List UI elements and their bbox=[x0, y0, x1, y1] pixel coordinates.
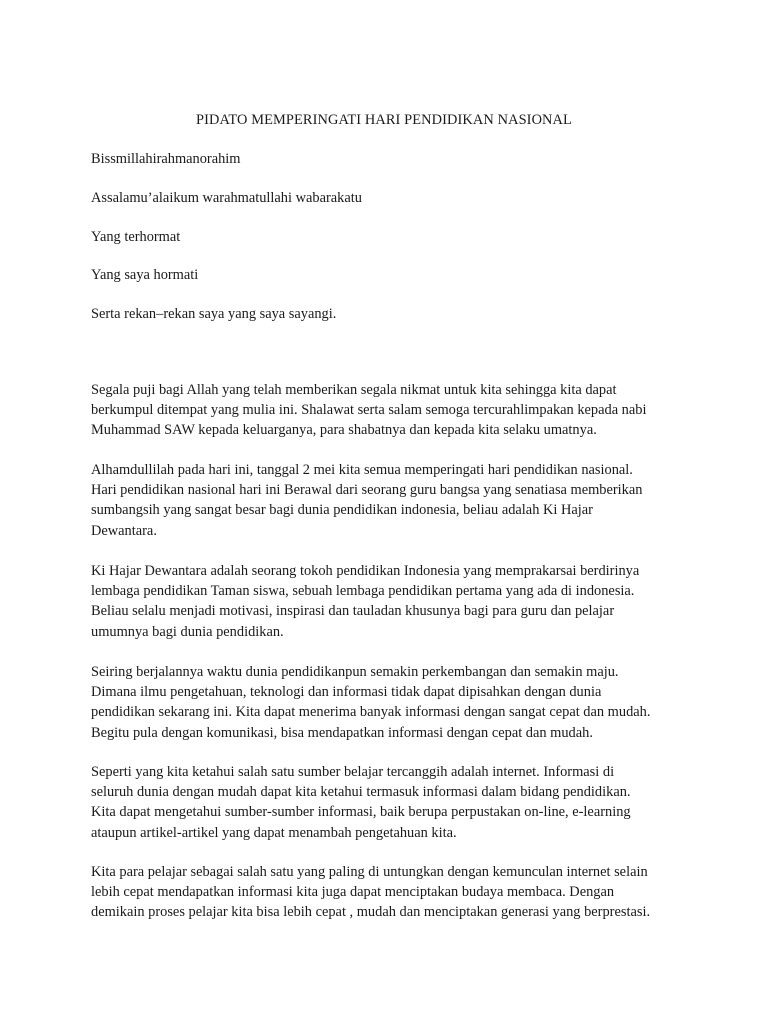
paragraph-line: Muhammad SAW kepada keluarganya, para shabatnya dan kepada kita selaku umatnya. bbox=[91, 422, 597, 439]
opening-line-hormati: Yang saya hormati bbox=[91, 267, 199, 283]
paragraph-line: Begitu pula dengan komunikasi, bisa mendapatkan informasi dengan cepat dan mudah. bbox=[91, 724, 593, 741]
opening-line-terhormat: Yang terhormat bbox=[91, 229, 181, 245]
paragraph-line: Kita para pelajar sebagai salah satu yang paling di untungkan dengan kemunculan internet selain bbox=[91, 864, 648, 880]
paragraph-4 bbox=[91, 662, 691, 743]
paragraph-line: sumbangsih yang sangat besar bagi dunia pendidikan indonesia, beliau adalah Ki Hajar bbox=[91, 502, 593, 519]
paragraph-line: umumnya bagi dunia pendidikan. bbox=[91, 623, 284, 640]
opening-line-basmalah: Bissmillahirahmanorahim bbox=[91, 151, 241, 167]
paragraph-line: lembaga pendidikan Taman siswa, sebuah lembaga pendidikan pertama yang ada di indonesia. bbox=[91, 583, 635, 600]
paragraph-line: seluruh dunia dengan mudah dapat kita ketahui termasuk informasi dalam bidang pendidikan. bbox=[91, 784, 631, 801]
paragraph-line: Seperti yang kita ketahui salah satu sumber belajar tercanggih adalah internet. Informasi di bbox=[91, 764, 615, 780]
paragraph-2 bbox=[91, 460, 691, 541]
paragraph-line: Dimana ilmu pengetahuan, teknologi dan informasi tidak dapat dipisahkan dengan dunia bbox=[91, 684, 602, 701]
opening-line-rekan: Serta rekan–rekan saya yang saya sayangi. bbox=[91, 306, 337, 322]
document-title: PIDATO MEMPERINGATI HARI PENDIDIKAN NASIONAL bbox=[196, 112, 572, 128]
paragraph-line: demikain proses pelajar kita bisa lebih cepat , mudah dan menciptakan generasi yang berprestasi. bbox=[91, 904, 651, 921]
paragraph-6 bbox=[91, 862, 691, 923]
paragraph-line: lebih cepat mendapatkan informasi kita juga dapat menciptakan budaya membaca. Dengan bbox=[91, 884, 615, 901]
paragraph-line: Dewantara. bbox=[91, 522, 157, 539]
paragraph-line: berkumpul ditempat yang mulia ini. Shalawat serta salam semoga tercurahlimpakan kepada nabi bbox=[91, 402, 647, 419]
paragraph-1 bbox=[91, 380, 691, 441]
paragraph-line: Kita dapat mengetahui sumber-sumber informasi, baik berupa perpustakan on-line, e-learning bbox=[91, 804, 631, 821]
paragraph-line: Beliau selalu menjadi motivasi, inspirasi dan tauladan khusunya bagi para guru dan pelajar bbox=[91, 603, 615, 620]
paragraph-line: Alhamdullilah pada hari ini, tanggal 2 mei kita semua memperingati hari pendidikan nasional. bbox=[91, 462, 633, 478]
paragraph-line: Hari pendidikan nasional hari ini Berawal dari seorang guru bangsa yang senatiasa memberikan bbox=[91, 482, 643, 499]
paragraph-line: Ki Hajar Dewantara adalah seorang tokoh pendidikan Indonesia yang memprakarsai berdirinya bbox=[91, 563, 640, 579]
paragraph-line: Segala puji bagi Allah yang telah memberikan segala nikmat untuk kita sehingga kita dapat bbox=[91, 382, 617, 398]
paragraph-line: pendidikan sekarang ini. Kita dapat menerima banyak informasi dengan sangat cepat dan mudah. bbox=[91, 704, 651, 721]
paragraph-5 bbox=[91, 762, 691, 843]
paragraph-line: ataupun artikel-artikel yang dapat menambah pengetahuan kita. bbox=[91, 824, 457, 841]
paragraph-3 bbox=[91, 561, 691, 642]
opening-line-salam: Assalamu’alaikum warahmatullahi wabarakatu bbox=[91, 190, 362, 206]
paragraph-line: Seiring berjalannya waktu dunia pendidikanpun semakin perkembangan dan semakin maju. bbox=[91, 664, 619, 680]
